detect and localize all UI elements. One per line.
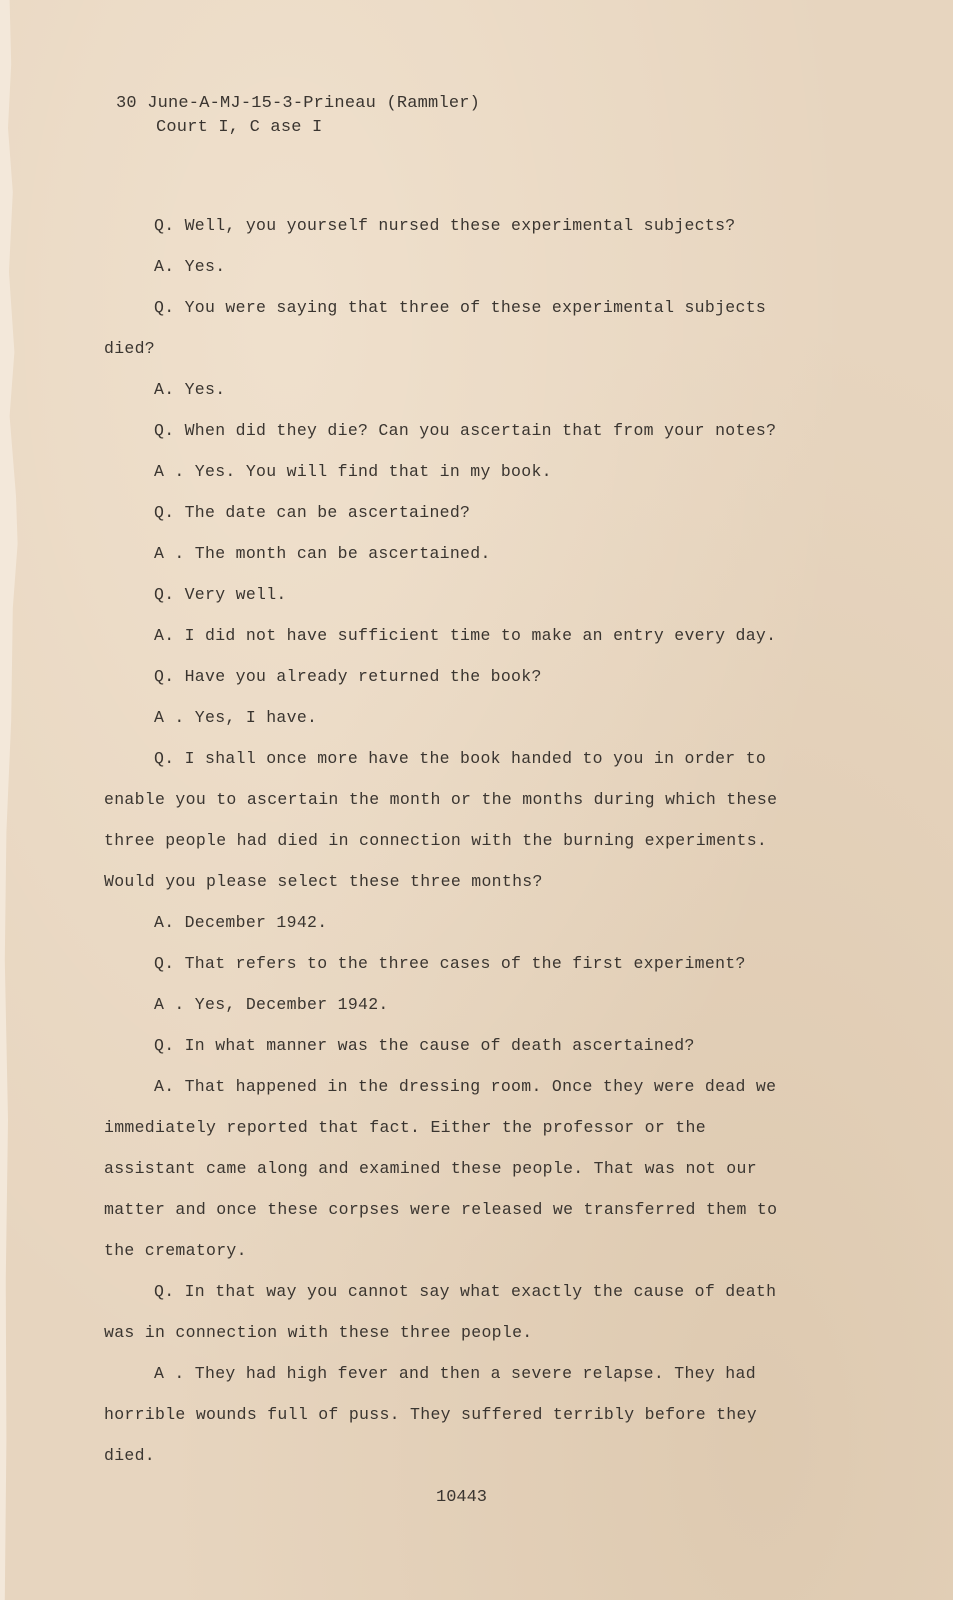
page-number: 10443: [436, 1488, 488, 1507]
question-text: Q. Have you already returned the book?: [154, 667, 542, 686]
answer-text: A . They had high fever and then a severe relapse. They had horrible wounds full of puss. They suffered terribly before they died.: [104, 1364, 757, 1465]
answer-text: A . Yes, December 1942.: [154, 995, 389, 1014]
transcript-paragraph: [104, 943, 804, 984]
header-line-court: Court I, C ase I: [156, 118, 323, 137]
answer-text: A . The month can be ascertained.: [154, 544, 491, 563]
answer-text: A. I did not have sufficient time to make an entry every day.: [154, 626, 777, 645]
transcript-paragraph: [104, 533, 804, 574]
question-text: Q. Very well.: [154, 585, 287, 604]
question-text: Q. In what manner was the cause of death ascertained?: [154, 1036, 695, 1055]
question-text: Q. I shall once more have the book handed to you in order to enable you to ascertain the month or the months during which these three people had died in connection with the burning experiments. Would you please select these three months?: [104, 749, 778, 891]
transcript-paragraph: [104, 738, 804, 902]
transcript-paragraph: [104, 1025, 804, 1066]
transcript-paragraph: [104, 369, 804, 410]
transcript-paragraph: [104, 1271, 804, 1353]
answer-text: A . Yes, I have.: [154, 708, 318, 727]
transcript-paragraph: [104, 410, 804, 451]
torn-paper-edge: [0, 0, 32, 1600]
question-text: Q. You were saying that three of these experimental subjects died?: [104, 298, 767, 358]
header-line-date-case: 30 June-A-MJ-15-3-Prineau (Rammler): [116, 94, 481, 113]
transcript-paragraph: [104, 287, 804, 369]
transcript-paragraph: [104, 246, 804, 287]
document-header: [116, 92, 480, 140]
answer-text: A. December 1942.: [154, 913, 328, 932]
transcript-body: [104, 205, 804, 1476]
question-text: Q. That refers to the three cases of the first experiment?: [154, 954, 746, 973]
question-text: Q. In that way you cannot say what exactly the cause of death was in connection with these three people.: [104, 1282, 777, 1342]
answer-text: A. Yes.: [154, 257, 226, 276]
question-text: Q. Well, you yourself nursed these experimental subjects?: [154, 216, 736, 235]
transcript-paragraph: [104, 574, 804, 615]
transcript-paragraph: [104, 1353, 804, 1476]
transcript-paragraph: [104, 697, 804, 738]
transcript-paragraph: [104, 902, 804, 943]
answer-text: A. Yes.: [154, 380, 226, 399]
transcript-paragraph: [104, 451, 804, 492]
transcript-paragraph: [104, 205, 804, 246]
transcript-paragraph: [104, 1066, 804, 1271]
question-text: Q. When did they die? Can you ascertain that from your notes?: [154, 421, 777, 440]
transcript-paragraph: [104, 615, 804, 656]
answer-text: A . Yes. You will find that in my book.: [154, 462, 552, 481]
question-text: Q. The date can be ascertained?: [154, 503, 471, 522]
transcript-paragraph: [104, 656, 804, 697]
answer-text: A. That happened in the dressing room. Once they were dead we immediately reported that fact. Either the professor or the assistant came along and examined these people. That was not our matter and once these corpses were released we transferred them to the crematory.: [104, 1077, 778, 1260]
transcript-paragraph: [104, 984, 804, 1025]
transcript-paragraph: [104, 492, 804, 533]
